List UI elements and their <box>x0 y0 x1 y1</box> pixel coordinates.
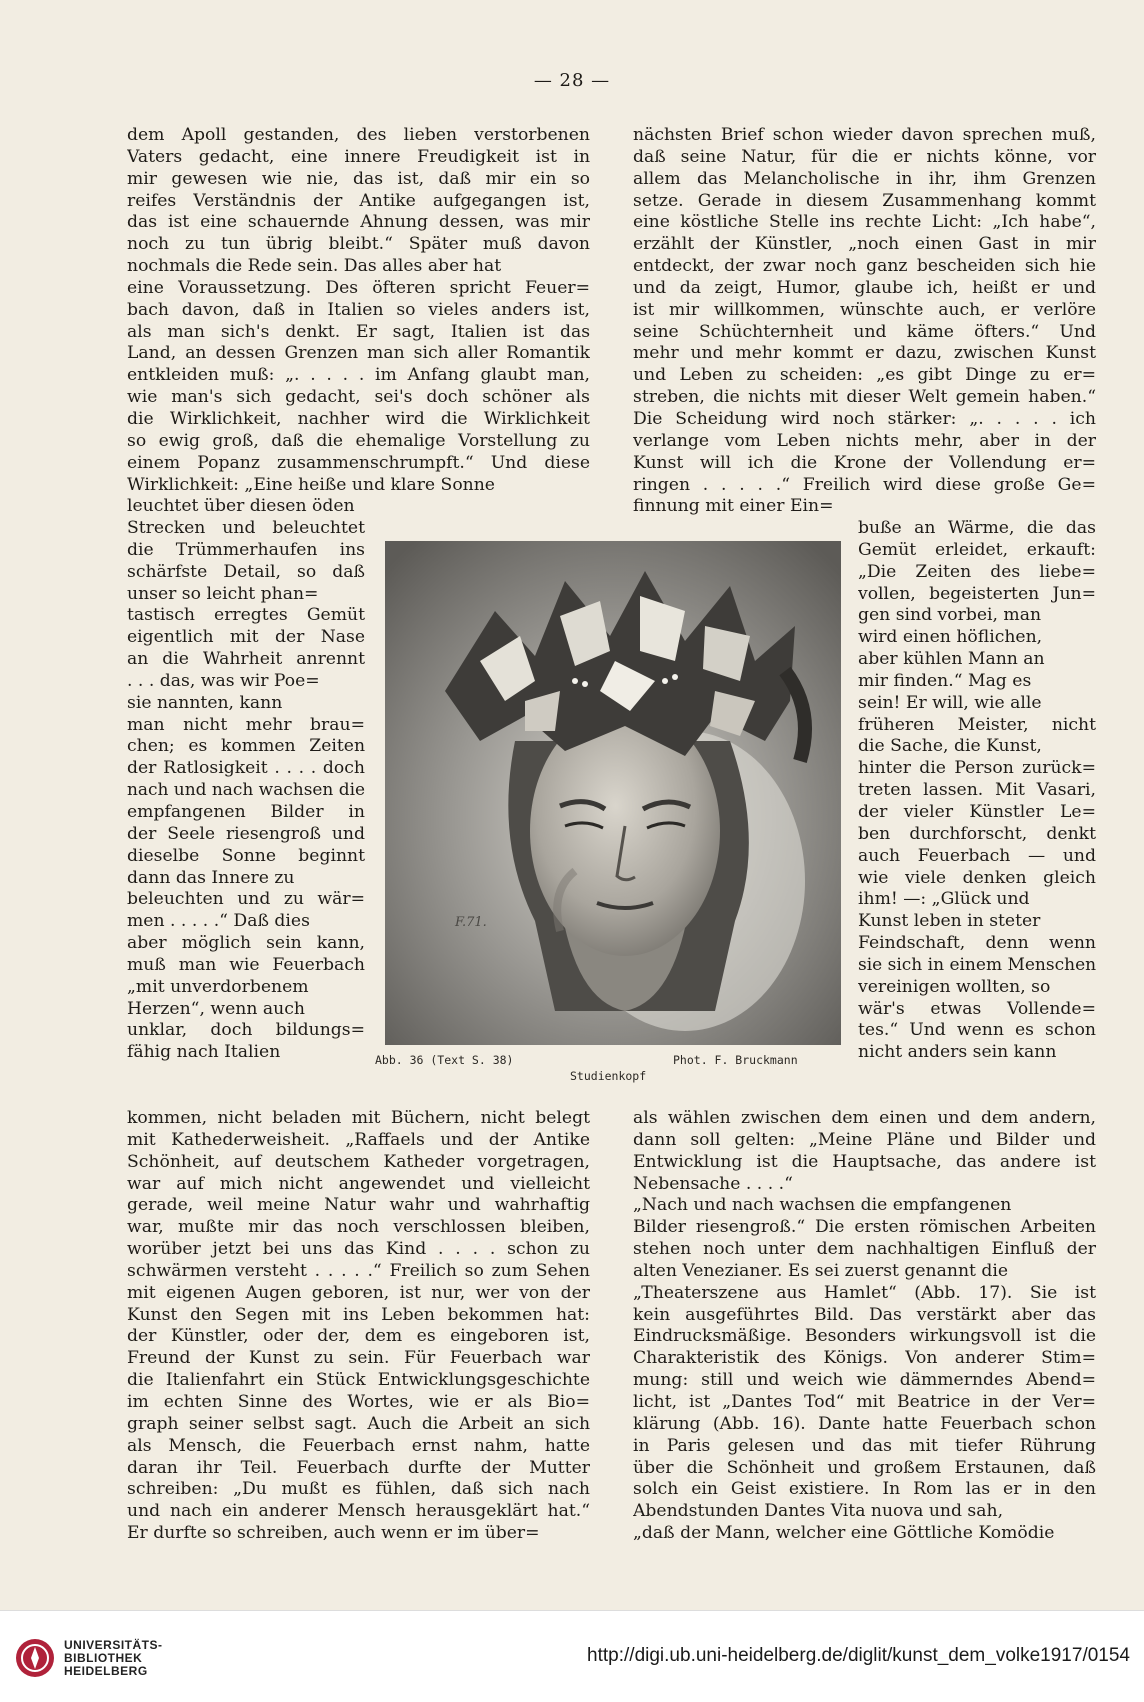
library-name-line-1: UNIVERSITÄTS- <box>64 1638 163 1652</box>
text-line: wie man's sich gedacht, sei's doch schöner als <box>127 387 590 408</box>
text-line: Wirklichkeit: „Eine heiße und klare Sonne <box>127 474 495 495</box>
text-line: und da zeigt, Humor, glaube ich, heißt er und <box>633 277 1096 298</box>
text-line: die Wirklichkeit, nachher wird die Wirklichkeit <box>127 408 590 429</box>
text-line: früheren Meister, nicht <box>858 714 1096 735</box>
left-column-middle <box>127 518 365 1064</box>
text-line: und Leben zu scheiden: „es gibt Dinge zu er= <box>633 365 1096 386</box>
text-line: Herzen“, wenn auch <box>127 998 305 1019</box>
text-line: beleuchten und zu wär= <box>127 889 365 910</box>
library-name-line-3: HEIDELBERG <box>64 1664 148 1678</box>
text-line: daran ihr Teil. Feuerbach durfte der Mutter <box>127 1457 590 1478</box>
text-line: daß seine Natur, für die er nichts könne, vor <box>633 146 1096 167</box>
text-line: schwärmen versteht . . . . .“ Freilich so zum Sehen <box>127 1260 590 1281</box>
text-line: men . . . . .“ Daß dies <box>127 911 310 932</box>
text-line: Die Scheidung wird noch stärker: „. . . . . ich <box>633 408 1096 429</box>
left-column-bottom <box>127 1108 590 1545</box>
text-line: Kunst leben in steter <box>858 911 1041 932</box>
text-line: aber möglich sein kann, <box>127 933 365 954</box>
text-line: als man sich's denkt. Er sagt, Italien ist das <box>127 321 590 342</box>
text-line: noch zu tun übrig bleibt.“ Später muß davon <box>127 234 590 255</box>
text-line: vereinigen wollten, so <box>858 976 1051 997</box>
text-line: mir finden.“ Mag es <box>858 670 1032 691</box>
text-line: das ist eine schauernde Ahnung dessen, was mir <box>127 212 590 233</box>
text-line: Freund der Kunst zu sein. Für Feuerbach war <box>127 1348 590 1369</box>
viewer-footer <box>0 1610 1144 1702</box>
text-line: schreiben: „Du mußt es fühlen, daß sich nach <box>127 1479 590 1500</box>
text-line: hinter die Person zurück= <box>858 758 1096 779</box>
text-line: licht, ist „Dantes Tod“ mit Beatrice in der Ver= <box>633 1391 1096 1412</box>
text-line: „Nach und nach wachsen die empfangenen <box>633 1195 1012 1216</box>
text-line: schärfste Detail, so daß <box>127 561 365 582</box>
text-line: Kunst den Segen mit ins Leben bekommen hat: <box>127 1304 590 1325</box>
text-line: graph seiner selbst sagt. Auch die Arbeit an sich <box>127 1413 590 1434</box>
text-line: an die Wahrheit anrennt <box>127 649 365 670</box>
text-line: war auf mich nicht angewendet und vielleicht <box>127 1173 590 1194</box>
text-line: muß man wie Feuerbach <box>127 954 365 975</box>
heidelberg-seal-icon <box>14 1637 56 1679</box>
text-line: wird einen höflichen, <box>858 627 1043 648</box>
text-line: Bilder riesengroß.“ Die ersten römischen Arbeiten <box>633 1217 1096 1238</box>
text-line: dann das Innere zu <box>127 867 295 888</box>
text-line: einem Popanz zusammenschrumpft.“ Und diese <box>127 452 590 473</box>
text-line: ringen . . . . .“ Freilich wird diese große Ge= <box>633 474 1096 495</box>
text-line: „mit unverdorbenem <box>127 976 309 997</box>
text-line: leuchtet über diesen öden <box>127 496 355 517</box>
text-line: allem das Melancholische in ihr, ihm Grenzen <box>633 168 1096 189</box>
text-line: streben, die nichts mit dieser Welt gemein haben.“ <box>633 387 1096 408</box>
text-line: . . . das, was wir Poe= <box>127 670 320 691</box>
text-line: mehr und mehr kommt er dazu, zwischen Kunst <box>633 343 1096 364</box>
text-line: „daß der Mann, welcher eine Göttliche Komödie <box>633 1523 1055 1544</box>
text-line: und nach ein anderer Mensch herausgeklärt hat.“ <box>127 1501 590 1522</box>
text-line: mit Kathederweisheit. „Raffaels und der Antike <box>127 1129 590 1150</box>
text-line: bach davon, daß in Italien so vieles anders ist, <box>127 299 590 320</box>
text-line: tes.“ Und wenn es schon <box>858 1020 1096 1041</box>
text-line: der vieler Künstler Le= <box>858 801 1096 822</box>
text-line: buße an Wärme, die das <box>858 518 1096 538</box>
text-line: die Trümmerhaufen ins <box>127 539 365 560</box>
text-line: auch Feuerbach — und <box>858 845 1096 866</box>
text-line: als Mensch, die Feuerbach ernst nahm, hatte <box>127 1435 590 1456</box>
text-line: stehen noch unter dem nachhaltigen Einfluß der <box>633 1239 1096 1260</box>
text-line: „Die Zeiten des liebe= <box>858 561 1096 582</box>
text-line: „Theaterszene aus Hamlet“ (Abb. 17). Sie ist <box>633 1282 1096 1303</box>
text-line: dem Apoll gestanden, des lieben verstorbenen <box>127 125 590 145</box>
text-line: der Seele riesengroß und <box>127 823 365 844</box>
text-line: nicht anders sein kann <box>858 1042 1057 1063</box>
right-column-middle <box>858 518 1096 1064</box>
text-line: Vaters gedacht, eine innere Freudigkeit ist in <box>127 146 590 167</box>
text-line: unser so leicht phan= <box>127 583 319 604</box>
text-line: dann soll gelten: „Meine Pläne und Bilder und <box>633 1129 1096 1150</box>
text-line: wär's etwas Vollende= <box>858 998 1096 1019</box>
text-line: Strecken und beleuchtet <box>127 518 365 538</box>
text-line: vollen, begeisterten Jun= <box>858 583 1096 604</box>
text-line: fähig nach Italien <box>127 1042 281 1063</box>
text-line: nochmals die Rede sein. Das alles aber hat <box>127 256 502 277</box>
text-line: ist mir willkommen, wünschte auch, er verlöre <box>633 299 1096 320</box>
text-line: worüber jetzt bei uns das Kind . . . . schon zu <box>127 1239 590 1260</box>
text-line: Feindschaft, denn wenn <box>858 933 1096 954</box>
studienkopf-illustration <box>385 541 841 1045</box>
artist-signature: F.71. <box>455 915 487 930</box>
text-line: der Künstler, oder der, dem es eingeboren ist, <box>127 1326 590 1347</box>
text-line: treten lassen. Mit Vasari, <box>858 780 1096 801</box>
text-line: Schönheit, auf deutschem Katheder vorgetragen, <box>127 1151 590 1172</box>
text-line: chen; es kommen Zeiten <box>127 736 365 757</box>
text-line: eigentlich mit der Nase <box>127 627 365 648</box>
text-line: Gemüt erleidet, erkauft: <box>858 539 1096 560</box>
text-line: Nebensache . . . .“ <box>633 1173 793 1194</box>
text-line: ihm! —: „Glück und <box>858 889 1030 910</box>
text-line: nächsten Brief schon wieder davon sprechen muß, <box>633 125 1096 145</box>
figure-caption-photo-credit: Phot. F. Bruckmann <box>673 1053 798 1067</box>
text-line: in Paris gelesen und das mit tiefer Rührung <box>633 1435 1096 1456</box>
text-line: im echten Sinne des Wortes, wie er als Bio= <box>127 1391 590 1412</box>
text-line: die Italienfahrt ein Stück Entwicklungsgeschichte <box>127 1370 590 1391</box>
text-line: aber kühlen Mann an <box>858 649 1045 670</box>
text-line: verlange vom Leben nichts mehr, aber in der <box>633 430 1096 451</box>
text-line: Eindrucksmäßige. Besonders wirkungsvoll ist die <box>633 1326 1096 1347</box>
text-line: Abendstunden Dantes Vita nuova und sah, <box>633 1501 1004 1522</box>
text-line: so ewig groß, daß die ehemalige Vorstellung zu <box>127 430 590 451</box>
text-line: tastisch erregtes Gemüt <box>127 605 365 626</box>
text-line: mung: still und weich wie dämmerndes Abend= <box>633 1370 1096 1391</box>
text-line: man nicht mehr brau= <box>127 714 365 735</box>
text-line: der Ratlosigkeit . . . . doch <box>127 758 365 779</box>
text-line: empfangenen Bilder in <box>127 801 365 822</box>
figure-caption-number: Abb. 36 (Text S. 38) <box>375 1053 514 1067</box>
figure-caption-title: Studienkopf <box>570 1069 647 1083</box>
text-line: ben durchforscht, denkt <box>858 823 1096 844</box>
text-line: Land, an dessen Grenzen man sich aller Romantik <box>127 343 590 364</box>
permalink-url[interactable]: http://digi.ub.uni-heidelberg.de/diglit/kunst_dem_volke1917/0154 <box>587 1645 1130 1666</box>
page-number: — 28 — <box>533 70 611 91</box>
text-line: Er durfte so schreiben, auch wenn er im über= <box>127 1523 540 1544</box>
text-line: war, mußte mir das noch verschlossen bleiben, <box>127 1217 590 1238</box>
text-line: Charakteristik des Königs. Von anderer Stim= <box>633 1348 1096 1369</box>
text-line: wie viele denken gleich <box>858 867 1096 888</box>
text-line: entdeckt, der zwar noch ganz bescheiden sich hie <box>633 256 1096 277</box>
text-line: mit eigenen Augen geboren, ist nur, wer von der <box>127 1282 590 1303</box>
text-line: über die Schönheit und großem Erstaunen, daß <box>633 1457 1096 1478</box>
text-line: sein! Er will, wie alle <box>858 692 1042 713</box>
left-column-top <box>127 125 590 518</box>
right-column-top <box>633 125 1096 518</box>
text-line: gen sind vorbei, man <box>858 605 1042 626</box>
text-line: Kunst will ich die Krone der Vollendung er= <box>633 452 1096 473</box>
text-line: seine Schüchternheit und käme öfters.“ Und <box>633 321 1096 342</box>
text-line: setze. Gerade in diesem Zusammenhang kommt <box>633 190 1096 211</box>
text-line: kommen, nicht beladen mit Büchern, nicht belegt <box>127 1108 590 1128</box>
text-line: finnung mit einer Ein= <box>633 496 834 517</box>
text-line: nach und nach wachsen die <box>127 780 365 801</box>
text-line: alten Venezianer. Es sei zuerst genannt die <box>633 1260 1009 1281</box>
text-line: als wählen zwischen dem einen und dem andern, <box>633 1108 1096 1128</box>
text-line: erzählt der Künstler, „noch einen Gast in mir <box>633 234 1096 255</box>
library-name-line-2: BIBLIOTHEK <box>64 1651 143 1665</box>
text-line: sie sich in einem Menschen <box>858 954 1096 975</box>
text-line: gerade, weil meine Natur wahr und wahrhaftig <box>127 1195 590 1216</box>
library-name <box>64 1639 163 1678</box>
portrait-drawing <box>385 541 841 1045</box>
text-line: solch ein Geist existiere. In Rom las er in den <box>633 1479 1096 1500</box>
text-line: entkleiden muß: „. . . . . im Anfang glaubt man, <box>127 365 590 386</box>
text-line: eine Voraussetzung. Des öfteren spricht Feuer= <box>127 277 590 298</box>
text-line: Entwicklung ist die Hauptsache, das andere ist <box>633 1151 1096 1172</box>
text-line: kein ausgeführtes Bild. Das verstärkt aber das <box>633 1304 1096 1325</box>
text-line: klärung (Abb. 16). Dante hatte Feuerbach schon <box>633 1413 1096 1434</box>
text-line: dieselbe Sonne beginnt <box>127 845 365 866</box>
text-line: unklar, doch bildungs= <box>127 1020 365 1041</box>
right-column-bottom <box>633 1108 1096 1545</box>
text-line: die Sache, die Kunst, <box>858 736 1042 757</box>
text-line: sie nannten, kann <box>127 692 283 713</box>
text-line: reifes Verständnis der Antike aufgegangen ist, <box>127 190 590 211</box>
text-line: eine köstliche Stelle ins rechte Licht: „Ich habe“, <box>633 212 1096 233</box>
text-line: mir gewesen wie nie, das ist, daß mir ein so <box>127 168 590 189</box>
